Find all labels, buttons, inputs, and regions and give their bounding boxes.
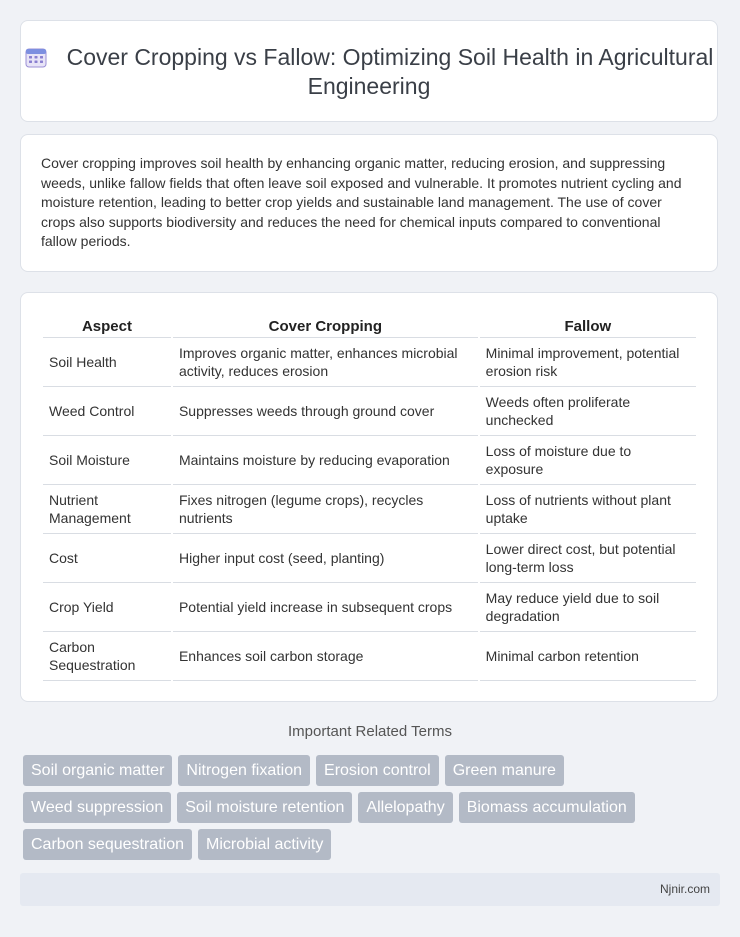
cell-cover-cropping: Fixes nitrogen (legume crops), recycles nutrients (173, 485, 478, 534)
cell-fallow: May reduce yield due to soil degradation (480, 583, 696, 632)
comparison-table (41, 315, 698, 681)
cell-aspect: Crop Yield (43, 583, 171, 632)
cell-cover-cropping: Enhances soil carbon storage (173, 632, 478, 681)
related-terms-heading: Important Related Terms (288, 723, 452, 740)
comparison-card (20, 292, 718, 702)
cell-fallow: Minimal carbon retention (480, 632, 696, 681)
table-row (43, 632, 696, 681)
calendar-icon (25, 46, 47, 68)
cell-aspect: Cost (43, 534, 171, 583)
cell-aspect: Soil Health (43, 338, 171, 387)
header-cover-cropping: Cover Cropping (173, 315, 478, 338)
term-tag[interactable]: Weed suppression (23, 792, 171, 823)
table-header-row (43, 315, 696, 338)
table-row (43, 387, 696, 436)
header-fallow: Fallow (480, 315, 696, 338)
term-tag[interactable]: Soil moisture retention (177, 792, 352, 823)
cell-cover-cropping: Higher input cost (seed, planting) (173, 534, 478, 583)
header-aspect: Aspect (43, 315, 171, 338)
cell-fallow: Loss of nutrients without plant uptake (480, 485, 696, 534)
footer-site-link[interactable]: Njnir.com (659, 882, 710, 896)
cell-cover-cropping: Maintains moisture by reducing evaporation (173, 436, 478, 485)
page-title (21, 43, 717, 101)
footer-bar (20, 873, 720, 906)
term-tag[interactable]: Nitrogen fixation (178, 755, 310, 786)
cell-cover-cropping: Suppresses weeds through ground cover (173, 387, 478, 436)
cell-aspect: Soil Moisture (43, 436, 171, 485)
cell-aspect: Weed Control (43, 387, 171, 436)
summary-paragraph: Cover cropping improves soil health by enhancing organic matter, reducing erosion, and suppressing weeds, unlike fallow fields that often leave soil exposed and vulnerable. It promotes nutrient cycling and moisture retention, leading to better crop yields and sustainable land management. The use of cover crops also supports biodiversity and reduces the need for chemical inputs compared to conventional fallow periods. (41, 155, 682, 249)
table-row (43, 436, 696, 485)
table-row (43, 583, 696, 632)
term-tag[interactable]: Erosion control (316, 755, 439, 786)
term-tag[interactable]: Green manure (445, 755, 564, 786)
cell-aspect: Nutrient Management (43, 485, 171, 534)
cell-fallow: Weeds often proliferate unchecked (480, 387, 696, 436)
cell-aspect: Carbon Sequestration (43, 632, 171, 681)
summary-card (20, 134, 718, 272)
term-tag[interactable]: Microbial activity (198, 829, 331, 860)
related-terms-list (23, 755, 683, 860)
cell-cover-cropping: Improves organic matter, enhances microbial activity, reduces erosion (173, 338, 478, 387)
term-tag[interactable]: Carbon sequestration (23, 829, 192, 860)
table-row (43, 485, 696, 534)
term-tag[interactable]: Biomass accumulation (459, 792, 635, 823)
cell-fallow: Loss of moisture due to exposure (480, 436, 696, 485)
page-title-text: Cover Cropping vs Fallow: Optimizing Soil Health in Agricultural Engineering (66, 44, 714, 99)
term-tag[interactable]: Soil organic matter (23, 755, 172, 786)
cell-fallow: Minimal improvement, potential erosion risk (480, 338, 696, 387)
table-row (43, 338, 696, 387)
table-row (43, 534, 696, 583)
cell-cover-cropping: Potential yield increase in subsequent crops (173, 583, 478, 632)
term-tag[interactable]: Allelopathy (358, 792, 452, 823)
title-card (20, 20, 718, 122)
cell-fallow: Lower direct cost, but potential long-term loss (480, 534, 696, 583)
